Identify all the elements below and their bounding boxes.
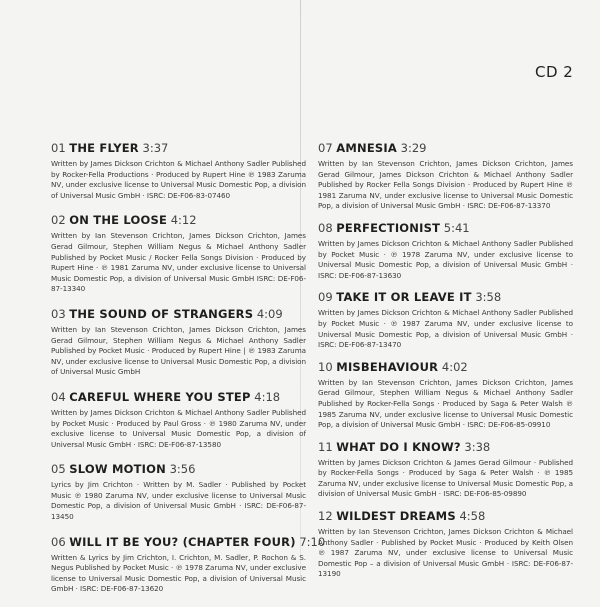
- track-heading: [318, 221, 573, 235]
- track-duration: 4:12: [170, 213, 197, 228]
- track-12: [318, 509, 573, 580]
- track-number: 01: [51, 141, 66, 155]
- track-number: 06: [51, 534, 66, 549]
- track-duration: 3:29: [400, 141, 427, 155]
- track-11: [318, 440, 573, 500]
- track-title: ON THE LOOSE: [69, 213, 168, 228]
- track-title: CAREFUL WHERE YOU STEP: [69, 389, 251, 404]
- track-03: [51, 307, 306, 378]
- right-column: [318, 141, 573, 589]
- track-05: [51, 462, 306, 522]
- track-credits: Written & Lyrics by Jim Crichton, I. Crichton, M. Sadler, P. Rochon & S. Negus Published by Pocket Music · ℗ 1978 Zaruma NV, under exclusive license to Universal Music Domestic Pop, a division of Universal Music GmbH · ISRC: DE-F06-87-13620: [51, 552, 306, 594]
- track-duration: 5:41: [443, 220, 470, 235]
- track-heading: [318, 290, 573, 304]
- track-number: 07: [318, 141, 333, 155]
- track-credits: Written by James Dickson Crichton & Michael Anthony Sadler Published by Rocker-Fella Productions · Produced by Rupert Hine ℗ 1983 Zaruma NV, under exclusive license to Universal Music Domestic Pop, a division of Universal Music GmbH · ISRC: DE-F06-83-07460: [51, 159, 306, 200]
- track-09: [318, 290, 573, 350]
- track-title: PERFECTIONIST: [336, 220, 441, 235]
- track-duration: 4:09: [256, 306, 283, 321]
- track-heading: [318, 440, 573, 454]
- track-duration: 3:56: [169, 462, 196, 477]
- track-04: [51, 390, 306, 450]
- track-number: 09: [318, 290, 333, 305]
- track-number: 12: [318, 509, 333, 524]
- track-heading: [318, 141, 573, 155]
- track-heading: [51, 390, 306, 404]
- track-number: 08: [318, 220, 333, 235]
- track-title: AMNESIA: [336, 141, 397, 155]
- track-number: 03: [51, 306, 66, 321]
- track-06: [51, 534, 326, 595]
- track-duration: 3:37: [142, 141, 169, 155]
- track-title: SLOW MOTION: [69, 462, 166, 477]
- track-number: 04: [51, 389, 66, 404]
- track-duration: 3:38: [464, 439, 491, 454]
- track-title: WILDEST DREAMS: [336, 509, 456, 524]
- track-duration: 3:58: [475, 290, 502, 305]
- track-10: [318, 360, 573, 431]
- track-heading: [51, 462, 306, 476]
- track-credits: Written by James Dickson Crichton & Michael Anthony Sadler Published by Pocket Music · ℗ 1987 Zaruma NV, under exclusive license to Universal Music Domestic Pop, a division of Universal Music GmbH · ISRC: DE-F06-87-13470: [318, 308, 573, 350]
- track-number: 10: [318, 359, 333, 374]
- track-credits: Written by James Dickson Crichton & James Gerad Gilmour · Published by Rocker-Fella Songs · Produced by Saga & Peter Walsh · ℗ 1985 Zaruma NV, under exclusive license to Universal Music Domestic Pop, a division of Universal Music GmbH · ISRC: DE-F06-85-09890: [318, 457, 573, 499]
- track-credits: Written by Ian Stevenson Crichton, James Dickson Crichton, James Gerad Gilmour, James Dickson Crichton & Michael Anthony Sadler Published by Rocker Fella Songs Division · Produced by Rupert Hine ℗ 1981 Zaruma NV, under exclusive license to Universal Music Domestic Pop, a division of Universal Music GmbH · ISRC: DE-F06-87-13370: [318, 159, 573, 211]
- track-title: WHAT DO I KNOW?: [336, 439, 461, 454]
- track-01: [51, 141, 306, 201]
- track-07: [318, 141, 573, 212]
- track-duration: 4:02: [441, 359, 468, 374]
- track-02: [51, 213, 306, 295]
- track-duration: 4:58: [459, 509, 486, 524]
- track-08: [318, 221, 573, 281]
- cd-label: CD 2: [535, 63, 574, 81]
- track-heading: [318, 360, 573, 374]
- track-credits: Written by Ian Stevenson Crichton, James Dickson Crichton, James Gerad Gilmour, Stephen William Negus & Michael Anthony Sadler Published by Pocket Music / Rocker Fella Songs Division · Produced by Rupert Hine · ℗ 1981 Zaruma NV, under exclusive license to Universal Music Domestic Pop, a division of Universal Music GmbH ISRC: DE-F06-87-13340: [51, 231, 306, 294]
- track-number: 02: [51, 213, 66, 228]
- track-credits: Written by James Dickson Crichton & Michael Anthony Sadler Published by Pocket Music · ℗ 1978 Zaruma NV, under exclusive license to Universal Music Domestic Pop, a division of Universal Music GmbH · ISRC: DE-F06-87-13630: [318, 238, 573, 280]
- track-title: MISBEHAVIOUR: [336, 359, 439, 374]
- track-credits: Written by James Dickson Crichton & Michael Anthony Sadler Published by Pocket Music · Produced by Paul Gross · ℗ 1980 Zaruma NV, under exclusive license to Universal Music Domestic Pop, a division of Universal Music GmbH · ISRC: DE-F06-87-13580: [51, 407, 306, 449]
- track-number: 05: [51, 462, 66, 477]
- track-heading: [51, 141, 306, 155]
- track-title: THE FLYER: [69, 141, 139, 155]
- track-title: TAKE IT OR LEAVE IT: [336, 290, 472, 305]
- track-credits: Lyrics by Jim Crichton · Written by M. Sadler · Published by Pocket Music ℗ 1980 Zaruma NV, under exclusive license to Universal Music Domestic Pop, a division of Universal Music GmbH · ISRC: DE-F06-87-13450: [51, 480, 306, 522]
- track-credits: Written by Ian Stevenson Crichton, James Dickson Crichton & Michael Anthony Sadler · Published by Pocket Music · Produced by Keith Olsen ℗ 1987 Zaruma NV, under exclusive license to Universal Music Domestic Pop – a division of Universal Music GmbH · ISRC: DE-F06-87-13190: [318, 527, 573, 579]
- track-heading: [51, 307, 306, 321]
- track-duration: 7:10: [299, 534, 326, 549]
- track-heading: [51, 213, 306, 227]
- track-credits: Written by Ian Stevenson Crichton, James Dickson Crichton, James Gerad Gilmour, Stephen William Negus & Michael Anthony Sadler Published by Pocket Music · Produced by Rupert Hine | ℗ 1983 Zaruma NV, under exclusive license to Universal Music Domestic Pop, a division of Universal Music GmbH: [51, 324, 306, 377]
- track-title: WILL IT BE YOU? (CHAPTER FOUR): [69, 534, 296, 549]
- track-duration: 4:18: [254, 389, 281, 404]
- track-credits: Written by Ian Stevenson Crichton, James Dickson Crichton, James Gerad Gilmour, Stephen William Negus & Michael Anthony Sadler Published by Rocker-Fella Songs · Produced by Saga & Peter Walsh ℗ 1985 Zaruma NV, under exclusive license to Universal Music Domestic Pop, a division of Universal Music GmbH · ISRC: DE-F06-85-09910: [318, 377, 573, 430]
- track-number: 11: [318, 439, 333, 454]
- track-heading: [51, 534, 326, 549]
- track-heading: [318, 509, 573, 523]
- track-title: THE SOUND OF STRANGERS: [69, 306, 254, 321]
